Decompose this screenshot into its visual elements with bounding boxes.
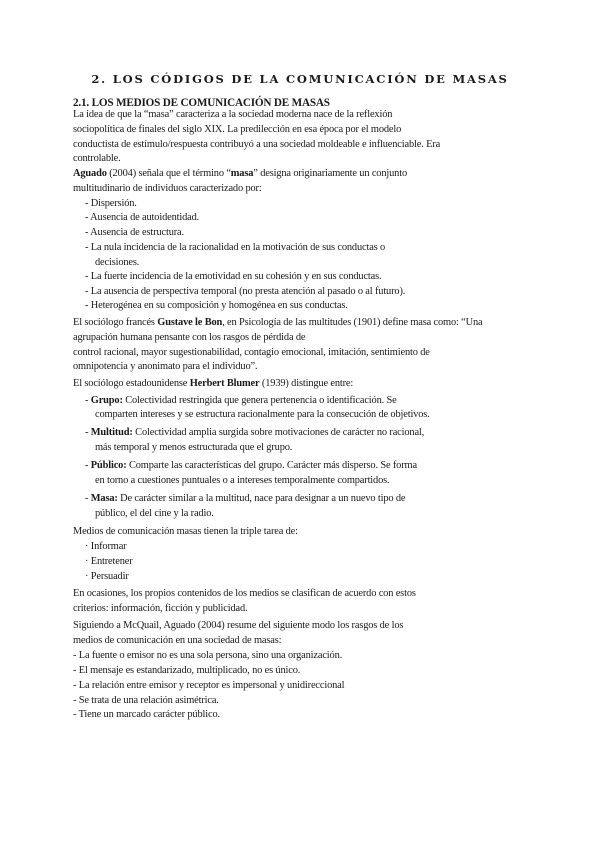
- text-line: [85, 426, 424, 439]
- text-run: (2004) señala que el término “: [106, 168, 231, 179]
- text-run: - La nula incidencia de la racionalidad en la motivación de sus conductas o: [85, 242, 386, 253]
- text-run: - La fuente o emisor no es una sola persona, sino una organización.: [73, 650, 343, 661]
- text-line: [73, 708, 220, 721]
- bold-term: Grupo:: [90, 395, 123, 406]
- bold-term: Público:: [90, 460, 127, 471]
- text-run: multitudinario de individuos caracterizado por:: [73, 183, 262, 194]
- text-run: El sociólogo estadounidense: [73, 378, 190, 389]
- text-run: Colectividad amplia surgida sobre motivaciones de carácter no racional,: [132, 427, 425, 438]
- text-line: [85, 459, 417, 472]
- section-heading: 2.1. LOS MEDIOS DE COMUNICACIÓN DE MASAS: [73, 97, 330, 109]
- text-run: decisiones.: [95, 257, 140, 268]
- text-run: (1939) distingue entre:: [259, 378, 354, 389]
- text-run: - Dispersión.: [85, 198, 137, 209]
- text-run: - Ausencia de autoidentidad.: [85, 212, 200, 223]
- text-run: criterios: información, ficción y publicidad.: [73, 603, 248, 614]
- text-run: Colectividad restringida que genera pertenencia o identificación. Se: [122, 395, 397, 406]
- text-run: comparten intereses y se estructura racionalmente para la consecución de objetivos.: [95, 409, 430, 420]
- text-line: [85, 555, 133, 568]
- text-line: [73, 108, 392, 121]
- text-line: [85, 394, 397, 407]
- text-line: [85, 241, 385, 254]
- text-run: El sociólogo francés: [73, 317, 158, 328]
- text-run: - Ausencia de estructura.: [85, 227, 184, 238]
- text-line: [73, 138, 440, 151]
- text-run: medios de comunicación en una sociedad de masas:: [73, 635, 282, 646]
- text-run: Medios de comunicación masas tienen la triple tarea de:: [73, 526, 298, 537]
- text-line: [73, 346, 430, 359]
- text-line: [85, 226, 184, 239]
- text-run: ” designa originariamente un conjunto: [253, 168, 408, 179]
- text-run: - Se trata de una relación asimétrica.: [73, 695, 219, 706]
- text-line: [95, 408, 430, 421]
- text-line: [73, 360, 257, 373]
- text-line: [73, 377, 353, 390]
- bold-term: Gustave le Bon: [157, 317, 223, 328]
- text-line: [73, 679, 344, 692]
- text-run: control racional, mayor sugestionabilidad, contagio emocional, imitación, sentimiento de: [73, 347, 430, 358]
- text-run: - La fuerte incidencia de la emotividad en su cohesión y en sus conductas.: [85, 271, 382, 282]
- text-run: -: [85, 493, 91, 504]
- text-line: [73, 634, 281, 647]
- text-run: · Entretener: [85, 556, 133, 567]
- text-run: · Informar: [85, 541, 127, 552]
- text-line: [73, 619, 403, 632]
- text-line: [73, 694, 219, 707]
- text-line: [85, 270, 381, 283]
- text-line: [73, 525, 298, 538]
- bold-term: Masa:: [90, 493, 118, 504]
- text-line: [73, 152, 121, 165]
- text-line: [85, 492, 405, 505]
- text-run: sociopolítica de finales del siglo XIX. La predilección en esa época por el modelo: [73, 124, 402, 135]
- text-run: -: [85, 395, 91, 406]
- text-run: , en Psicología de las multitudes (1901) define masa como: “Una: [222, 317, 483, 328]
- text-run: más temporal y menos estructurada que el grupo.: [95, 442, 293, 453]
- text-line: [73, 182, 262, 195]
- text-run: La idea de que la “masa” caracteriza a la sociedad moderna nace de la reflexión: [73, 109, 393, 120]
- text-run: En ocasiones, los propios contenidos de los medios se clasifican de acuerdo con estos: [73, 588, 416, 599]
- text-run: De carácter similar a la multitud, nace para designar a un nuevo tipo de: [117, 493, 406, 504]
- text-run: - La ausencia de perspectiva temporal (no presta atención al pasado o al futuro).: [85, 286, 406, 297]
- text-line: [73, 123, 401, 136]
- text-run: - Heterogénea en su composición y homogénea en sus conductas.: [85, 300, 348, 311]
- text-line: [85, 299, 348, 312]
- text-run: · Persuadir: [85, 571, 129, 582]
- text-run: público, el del cine y la radio.: [95, 508, 214, 519]
- text-run: -: [85, 427, 91, 438]
- text-line: [73, 649, 342, 662]
- text-line: [73, 167, 407, 180]
- text-line: [85, 540, 126, 553]
- text-line: [85, 211, 199, 224]
- text-run: omnipotencia y anonimato para el individuo”.: [73, 361, 258, 372]
- page-title: 2. LOS CÓDIGOS DE LA COMUNICACIÓN DE MASAS: [91, 72, 509, 86]
- text-line: [95, 507, 214, 520]
- text-line: [95, 256, 139, 269]
- text-run: - El mensaje es estandarizado, multiplicado, no es único.: [73, 665, 301, 676]
- text-line: [73, 587, 416, 600]
- text-run: - Tiene un marcado carácter público.: [73, 709, 220, 720]
- text-run: conductista de estímulo/respuesta contribuyó a una sociedad moldeable e influenciable. Era: [73, 139, 441, 150]
- text-run: en torno a cuestiones puntuales o a intereses temporalmente compartidos.: [95, 475, 390, 486]
- text-line: [85, 285, 405, 298]
- text-run: -: [85, 460, 91, 471]
- text-line: [95, 441, 292, 454]
- text-line: [85, 570, 129, 583]
- bold-term: Multitud:: [90, 427, 133, 438]
- text-line: [73, 602, 247, 615]
- bold-term: masa: [230, 168, 254, 179]
- bold-term: Aguado: [73, 168, 107, 179]
- text-run: Siguiendo a McQuail, Aguado (2004) resume del siguiente modo los rasgos de los: [73, 620, 404, 631]
- text-line: [85, 197, 137, 210]
- text-run: Comparte las características del grupo. Carácter más disperso. Se forma: [126, 460, 417, 471]
- text-run: controlable.: [73, 153, 121, 164]
- text-line: [73, 664, 300, 677]
- bold-term: Herbert Blumer: [189, 378, 260, 389]
- text-run: agrupación humana pensante con los rasgos de pérdida de: [73, 332, 306, 343]
- text-line: [73, 316, 483, 329]
- text-line: [73, 331, 305, 344]
- text-line: [95, 474, 389, 487]
- text-run: - La relación entre emisor y receptor es impersonal y unidireccional: [73, 680, 345, 691]
